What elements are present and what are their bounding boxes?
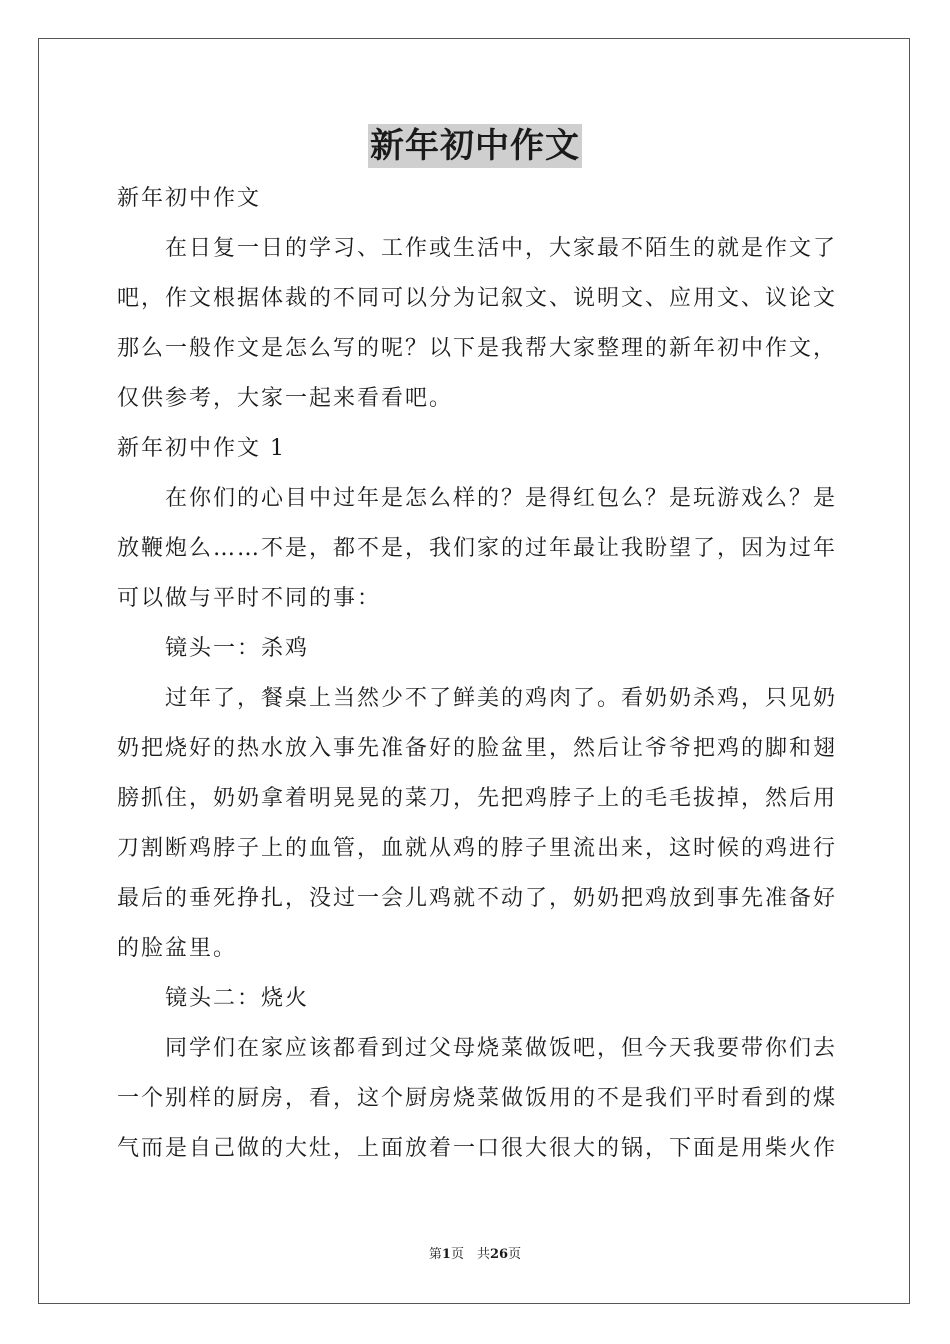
page-total: 26 xyxy=(489,1247,509,1262)
paragraph-line: 奶把烧好的热水放入事先准备好的脸盆里，然后让爷爷把鸡的脚和翅 xyxy=(117,736,838,761)
document-title: 新年初中作文 xyxy=(370,126,580,166)
paragraph-line: 同学们在家应该都看到过父母烧菜做饭吧，但今天我要带你们去 xyxy=(117,1036,838,1061)
paragraph-line: 可以做与平时不同的事： xyxy=(117,586,382,611)
paragraph-line: 一个别样的厨房，看，这个厨房烧菜做饭用的不是我们平时看到的煤 xyxy=(117,1086,838,1111)
paragraph-line: 过年了，餐桌上当然少不了鲜美的鸡肉了。看奶奶杀鸡，只见奶 xyxy=(117,686,838,711)
paragraph-line: 的脸盆里。 xyxy=(117,936,238,961)
title-container xyxy=(0,124,950,168)
paragraph-line: 吧，作文根据体裁的不同可以分为记叙文、说明文、应用文、议论文 xyxy=(117,286,838,311)
paragraph-line: 刀割断鸡脖子上的血管，血就从鸡的脖子里流出来，这时候的鸡进行 xyxy=(117,836,838,861)
paragraph-line: 放鞭炮么……不是，都不是，我们家的过年最让我盼望了，因为过年 xyxy=(117,536,838,561)
paragraph-line: 气而是自己做的大灶，上面放着一口很大很大的锅，下面是用柴火作 xyxy=(117,1136,838,1161)
page-mid: 页 共 xyxy=(450,1247,490,1262)
page-suffix: 页 xyxy=(508,1247,522,1262)
paragraph-line: 在日复一日的学习、工作或生活中，大家最不陌生的就是作文了 xyxy=(117,236,838,261)
section-heading: 新年初中作文 1 xyxy=(117,436,286,461)
page-footer xyxy=(0,1246,950,1264)
paragraph-line: 在你们的心目中过年是怎么样的？是得红包么？是玩游戏么？是 xyxy=(117,486,838,511)
paragraph-line: 膀抓住，奶奶拿着明晃晃的菜刀，先把鸡脖子上的毛毛拔掉，然后用 xyxy=(117,786,838,811)
subheading-line: 镜头一：杀鸡 xyxy=(117,636,310,661)
section-heading: 新年初中作文 xyxy=(117,186,262,211)
page-border xyxy=(38,38,910,1304)
paragraph-line: 那么一般作文是怎么写的呢？以下是我帮大家整理的新年初中作文， xyxy=(117,336,838,361)
page-prefix: 第 xyxy=(428,1247,442,1262)
subheading-line: 镜头二：烧火 xyxy=(117,986,310,1011)
page-number: 1 xyxy=(441,1247,451,1262)
paragraph-line: 仅供参考，大家一起来看看吧。 xyxy=(117,386,454,411)
paragraph-line: 最后的垂死挣扎，没过一会儿鸡就不动了，奶奶把鸡放到事先准备好 xyxy=(117,886,838,911)
